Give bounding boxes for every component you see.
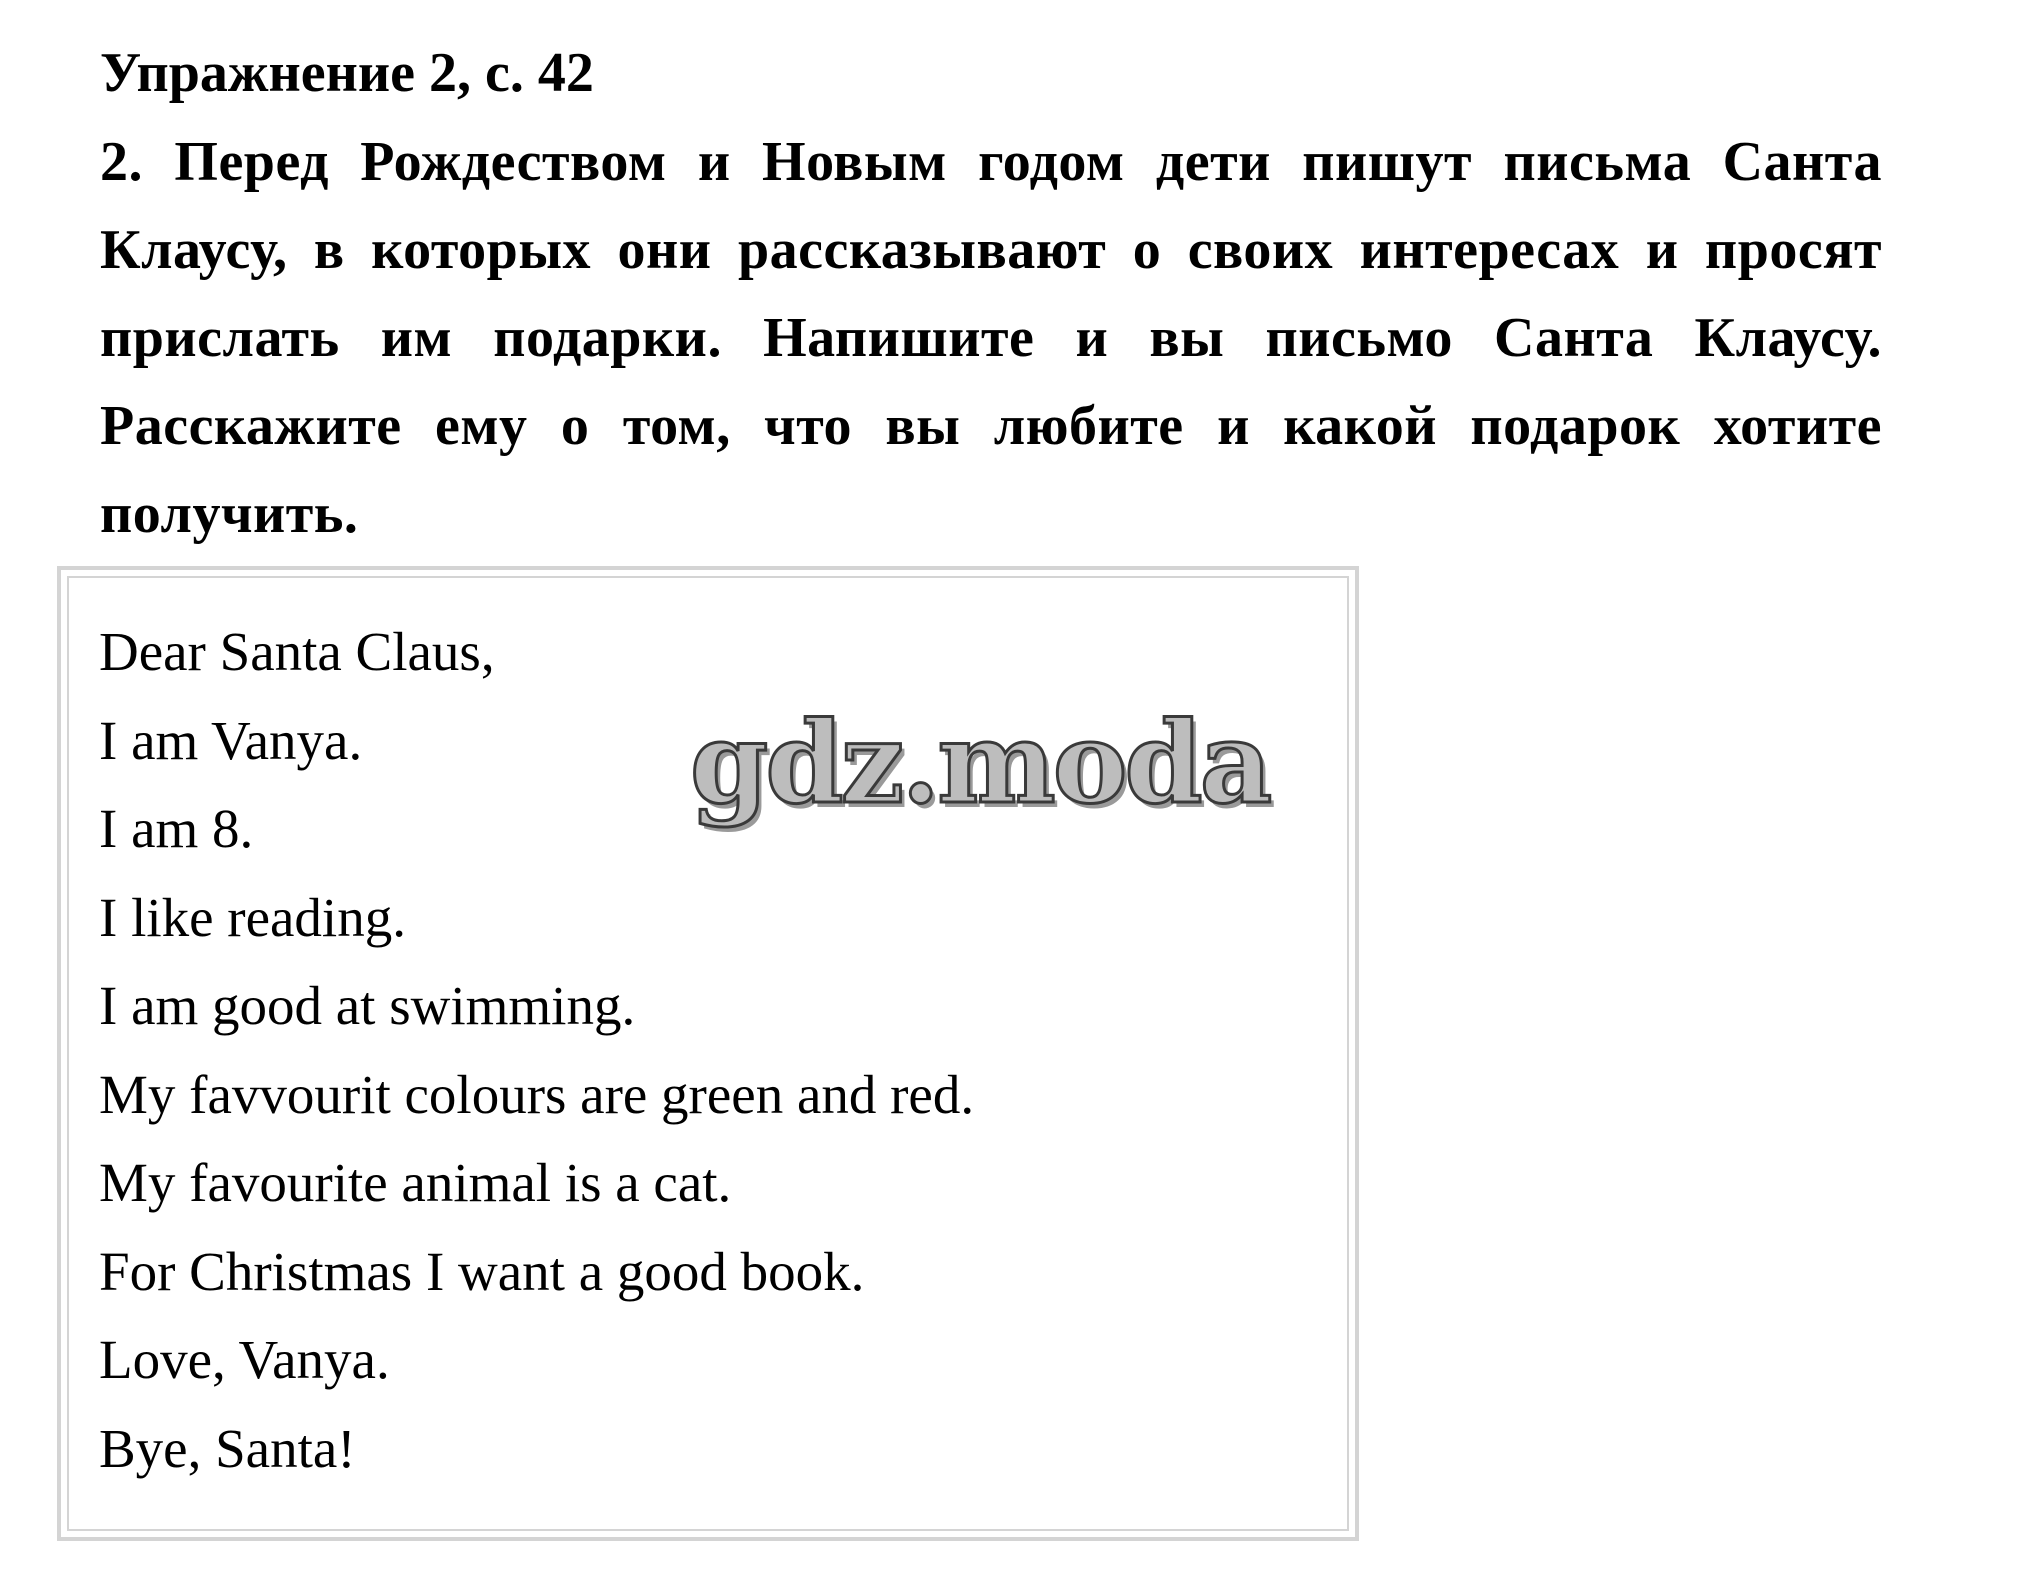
- letter-line-closing: Love, Vanya.: [99, 1329, 390, 1390]
- letter-line-colours: My favvourit colours are green and red.: [99, 1063, 975, 1125]
- exercise-heading: Упражнение 2, с. 42: [100, 42, 594, 104]
- letter-line-skill: I am good at swimming.: [99, 975, 636, 1036]
- task-text: 2. Перед Рождеством и Новым годом дети пишут письма Санта Клаусу, в которых они рассказывают о своих интересах и просят прислать им подарки. Напишите и вы письмо Санта Клаусу. Расскажите ему о том, что вы любите и какой подарок хотите получить.: [100, 131, 1882, 545]
- letter-line-greeting: Dear Santa Claus,: [99, 621, 495, 682]
- letter-line-age: I am 8.: [99, 798, 254, 859]
- letter-line-animal: My favourite animal is a cat.: [99, 1152, 732, 1213]
- watermark: gdz.moda: [690, 698, 1270, 829]
- letter-line-farewell: Bye, Santa!: [99, 1417, 356, 1479]
- letter-line-hobby: I like reading.: [99, 886, 406, 948]
- letter-line-name: I am Vanya.: [99, 709, 363, 771]
- letter-line-wish: For Christmas I want a good book.: [99, 1240, 865, 1302]
